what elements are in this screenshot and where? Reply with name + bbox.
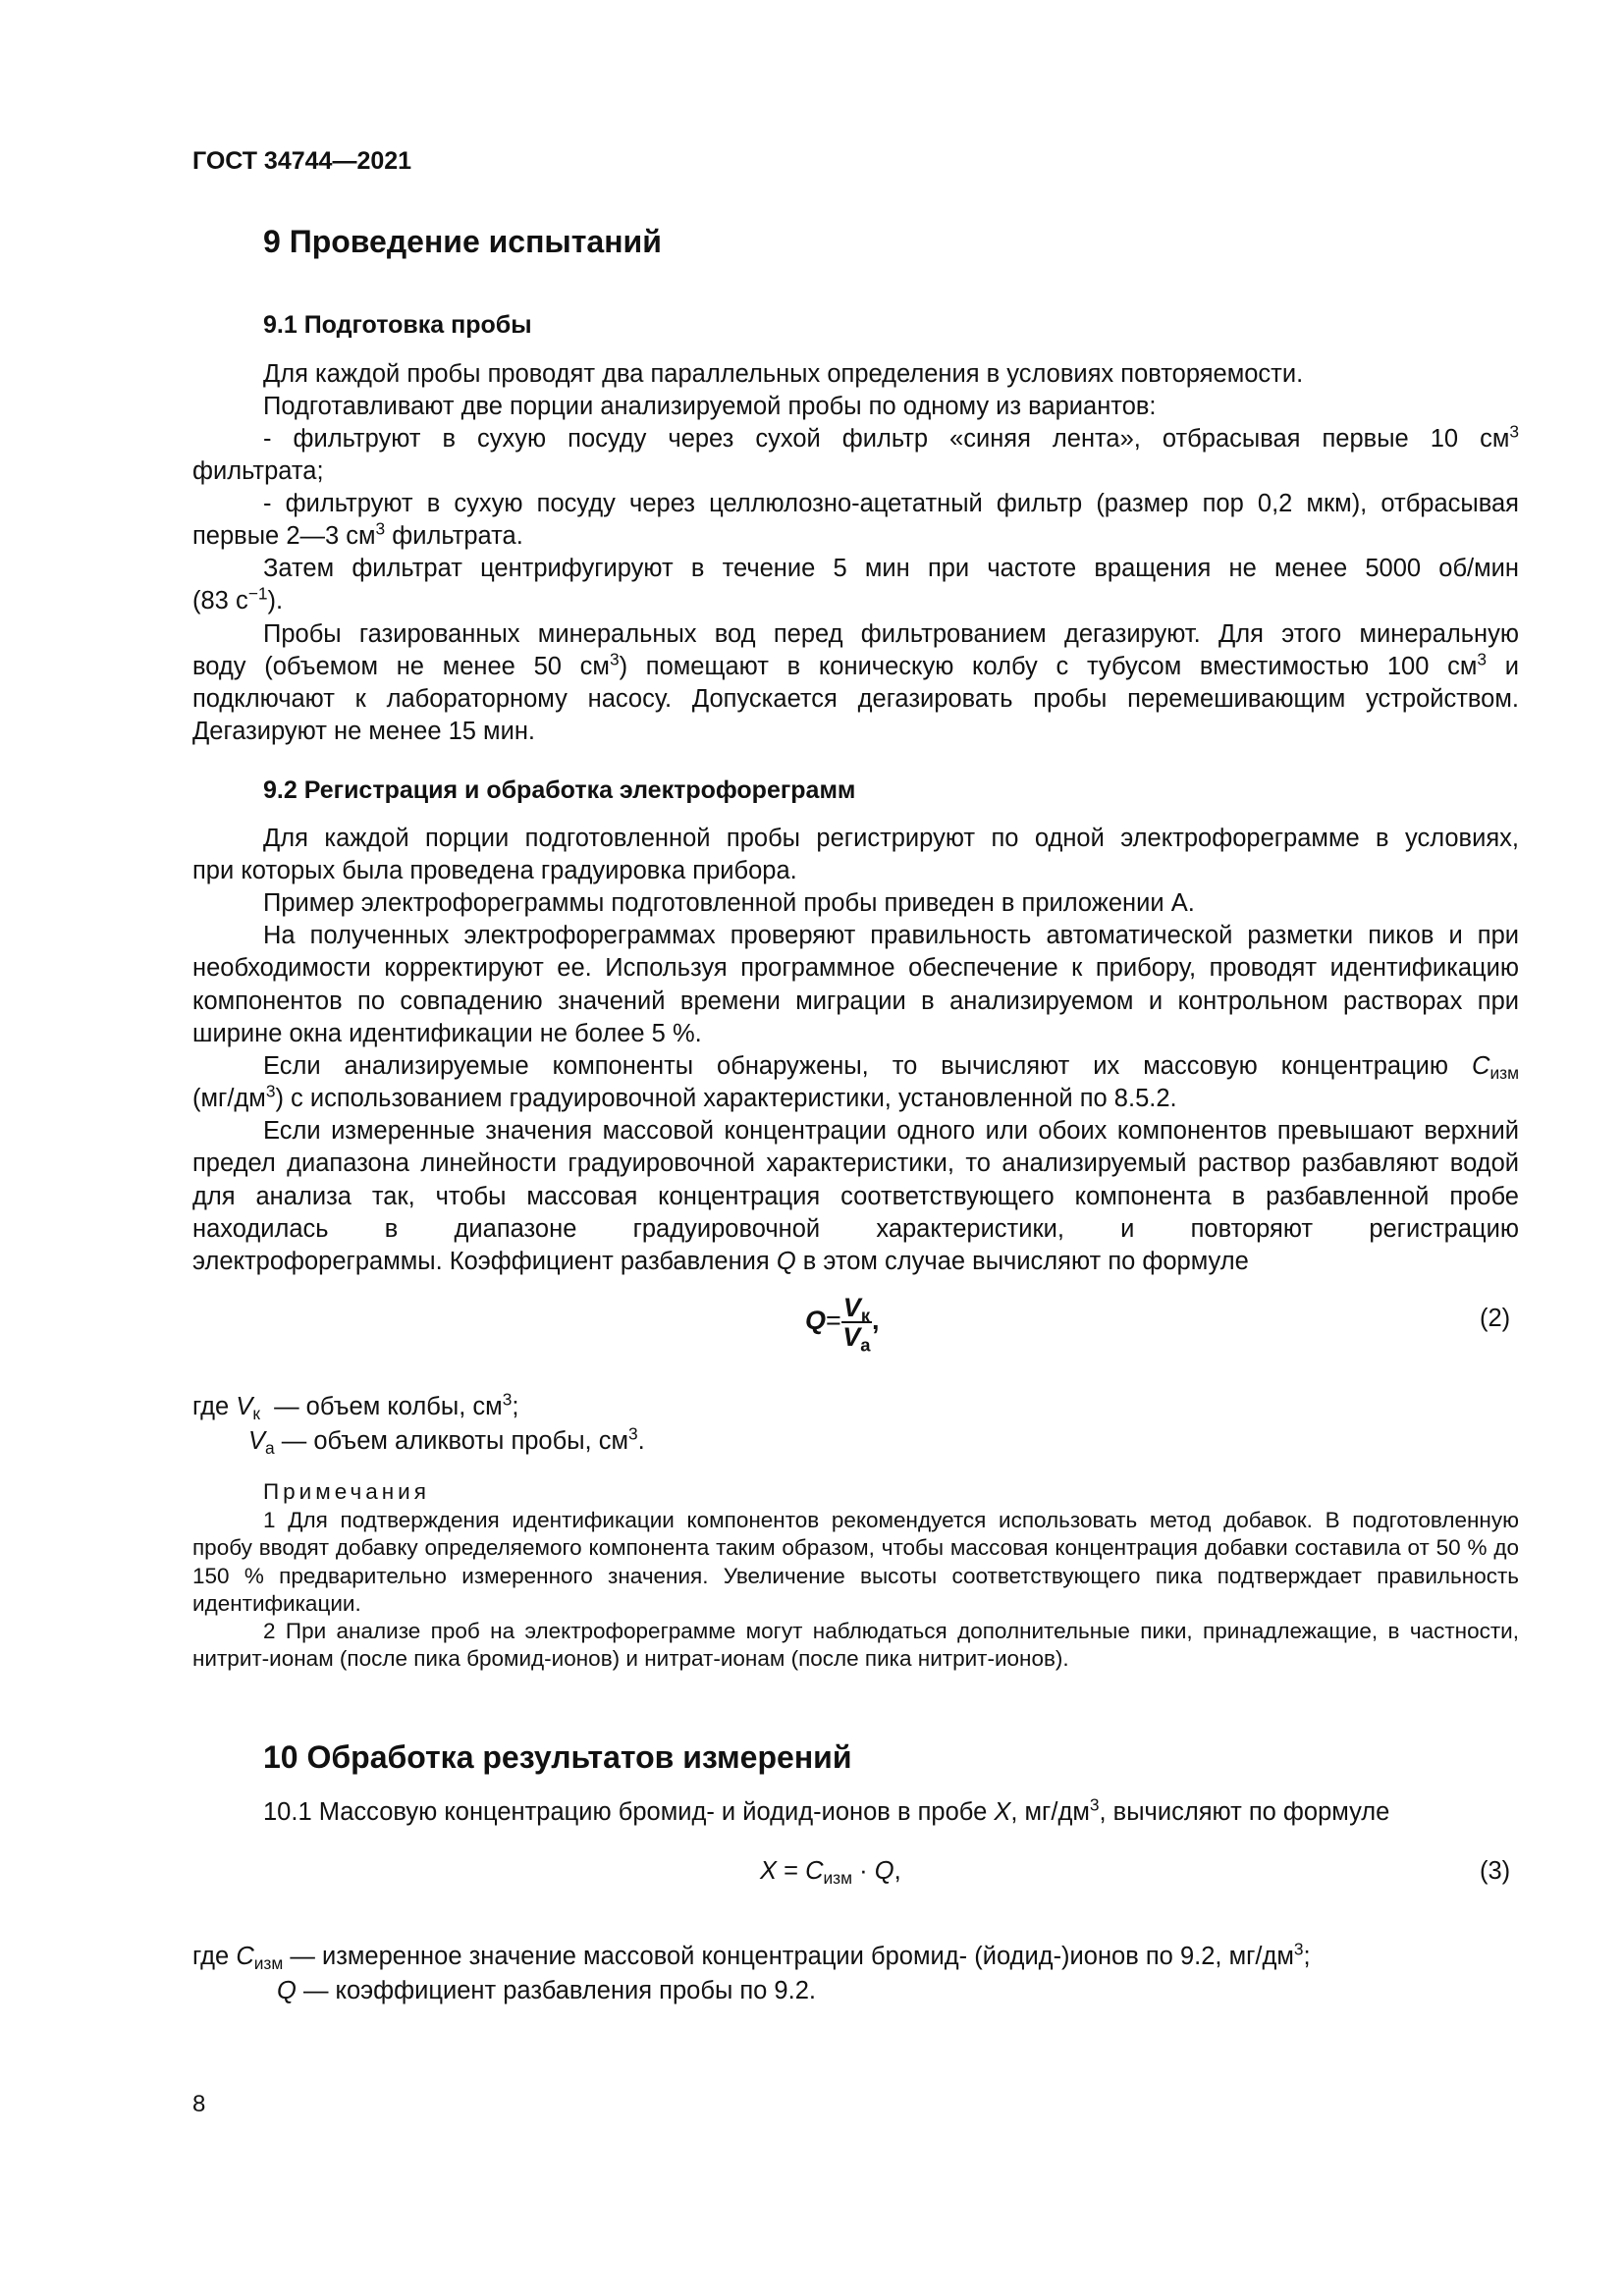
list-item: - фильтруют в сухую посуду через сухой фильтр «синяя лента», отбрасывая первые 10 $см^3$ xyxy=(263,421,1519,453)
fraction: $\frac{V_к}{V_а}$ xyxy=(842,1293,871,1356)
paragraph: Пробы газированных минеральных вод перед фильтрованием дегазируют. Для этого минеральную xyxy=(263,620,1519,648)
page-number: 8 xyxy=(192,2091,206,2117)
formula-3-number: (3) xyxy=(1480,1857,1511,1885)
paragraph: 10.1 Массовую концентрацию бромид- и йодид-ионов в пробе X, $мг/дм^3$, вычисляют по формуле xyxy=(263,1794,1390,1826)
legend-row: где $C_{изм}$ — измеренное значение массовой концентрации бромид- (йодид-)ионов по 9.2, $мг/дм^3$; xyxy=(192,1939,1311,1974)
paragraph: Для каждой порции подготовленной пробы регистрируют по одной электрофореграмме в условиях, xyxy=(263,825,1519,852)
legend-row: $V_а$ — объем аликвоты пробы, $см^3$. xyxy=(248,1423,645,1459)
list-item: - фильтруют в сухую посуду через целлюлозно-ацетатный фильтр (размер пор 0,2 мкм), отбрасывая xyxy=(263,490,1519,517)
section-10-title: 10 Обработка результатов измерений xyxy=(263,1739,852,1775)
paragraph-line: подключают к лабораторному насосу. Допускается дегазировать пробы перемешивающим устройством. xyxy=(192,685,1519,713)
list-item-continuation: фильтрата; xyxy=(192,457,324,485)
notes-title: Примечания xyxy=(263,1479,430,1504)
paragraph: Для каждой пробы проводят два параллельных определения в условиях повторяемости. xyxy=(263,360,1304,388)
standard-designation: ГОСТ 34744—2021 xyxy=(192,147,412,175)
section-9-title: 9 Проведение испытаний xyxy=(263,224,662,259)
paragraph-line: Дегазируют не менее 15 мин. xyxy=(192,718,535,745)
paragraph: Если измеренные значения массовой концентрации одного или обоих компонентов превышают верхний предел диапазона линейности градуировочной характеристики, то анализируемый раствор разбавляют водой для анализа так, чтобы массовая концентрация соответствующего компонента в разбавленной пробе находилась в диапазоне градуировочной характеристики, и повторяют регистрацию xyxy=(192,1117,1519,1243)
paragraph-line: воду (объемом не менее 50 $см^3$) помещают в коническую колбу с тубусом вместимостью 100 $см^3$ и xyxy=(192,649,1519,680)
paragraph: Затем фильтрат центрифугируют в течение 5 мин при частоте вращения не менее 5000 об/мин xyxy=(263,555,1519,582)
note-2: 2 При анализе проб на электрофореграмме могут наблюдаться дополнительные пики, принадлежащие, в частности, нитрит-ионам (после пика бромид-ионов) и нитрат-ионам (после пика нитрит-ионов). xyxy=(192,1619,1519,1672)
paragraph: Подготавливают две порции анализируемой пробы по одному из вариантов: xyxy=(263,393,1157,420)
list-item-continuation: первые 2—3 $см^3$ фильтрата. xyxy=(192,518,523,550)
paragraph-line: $(мг/дм^3)$ с использованием градуировочной характеристики, установленной по 8.5.2. xyxy=(192,1081,1177,1112)
paragraph-line: электрофореграммы. Коэффициент разбавления Q в этом случае вычисляют по формуле xyxy=(192,1248,1249,1275)
subsection-9-2-title: 9.2 Регистрация и обработка электрофореграмм xyxy=(263,776,856,804)
paragraph: Пример электрофореграммы подготовленной пробы приведен в приложении А. xyxy=(263,889,1195,917)
paragraph: На полученных электрофореграммах проверяют правильность автоматической разметки пиков и при необходимости корректируют ее. Используя программное обеспечение к прибору, проводят идентификацию компонентов по совпадению значений времени миграции в анализируемом и контрольном растворах при ширине окна идентификации не более 5 %. xyxy=(192,922,1519,1047)
legend-row: Q — коэффициент разбавления пробы по 9.2. xyxy=(277,1977,816,2004)
note-1: 1 Для подтверждения идентификации компонентов рекомендуется использовать метод добавок. В подготовленную пробу вводят добавку определяемого компонента таким образом, чтобы массовая концентрация добавки составила от 50 % до 150 % предварительно измеренного значения. Увеличение высоты соответствующего пика подтверждает правильность идентификации. xyxy=(192,1508,1519,1616)
paragraph: Если анализируемые компоненты обнаружены, то вычисляют их массовую концентрацию $C_{изм}$ xyxy=(263,1052,1519,1084)
formula-2-number: (2) xyxy=(1480,1305,1511,1332)
formula-2: Q= $\frac{V_к}{V_а}$ , xyxy=(805,1293,880,1356)
formula-3: $X = C_{изм} \cdot Q$, xyxy=(760,1857,901,1889)
paragraph-line: при которых была проведена градуировка прибора. xyxy=(192,857,797,884)
paragraph-continuation: (83 $с^{-1}$). xyxy=(192,583,284,614)
legend-row: где $V_к$ — объем колбы, $см^3$; xyxy=(192,1389,519,1424)
subsection-9-1-title: 9.1 Подготовка пробы xyxy=(263,311,532,339)
